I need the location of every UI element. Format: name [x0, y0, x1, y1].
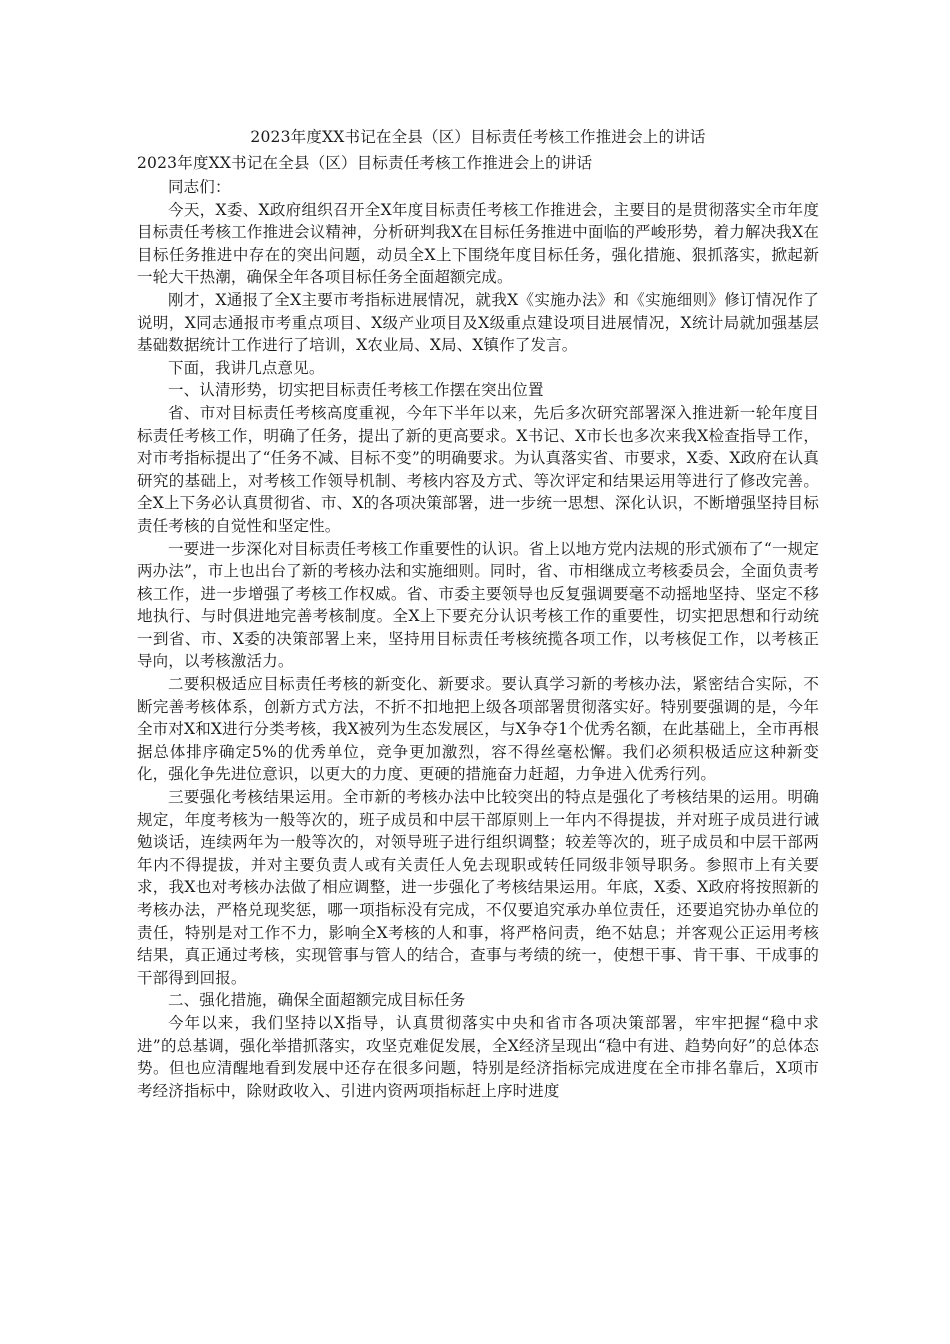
- section-heading-1: 一、认清形势，切实把目标责任考核工作摆在突出位置: [168, 381, 544, 400]
- document-title: 2023年度XX书记在全县（区）目标责任考核工作推进会上的讲话: [137, 154, 593, 172]
- paragraph-point-3: 三要强化考核结果运用。全市新的考核办法中比较突出的特点是强化了考核结果的运用。明确规定，年度考核为一般等次的，班子成员和中层干部原则上一年内不得提拔，并对班子成员进行诫勉谈话，连续两年为一般等次的，对领导班子进行组织调整；较差等次的，班子成员和中层干部两年内不得提拔，并对主要负责人或有关责任人免去现职或转任同级非领导职务。参照市上有关要求，我X也对考核办法做了相应调整，进一步强化了考核结果运用。年底，X委、X政府将按照新的考核办法，严格兑现奖惩，哪一项指标没有完成，不仅要追究承办单位责任，还要追究协办单位的责任，特别是对工作不力，影响全X考核的人和事，将严格问责，绝不姑息；并客观公正运用考核结果，真正通过考核，实现管事与管人的结合，查事与考绩的统一，使想干事、肯干事、干成事的干部得到回报。: [137, 788, 819, 987]
- paragraph-point-1: 一要进一步深化对目标责任考核工作重要性的认识。省上以地方党内法规的形式颁布了“一规定两办法”，市上也出台了新的考核办法和实施细则。同时，省、市相继成立考核委员会，全面负责考核工作，进一步增强了考核工作权威。省、市委主要领导也反复强调要毫不动摇地坚持、坚定不移地执行、与时俱进地完善考核制度。全X上下要充分认识考核工作的重要性，切实把思想和行动统一到省、市、X委的决策部署上来，坚持用目标责任考核统揽各项工作，以考核促工作，以考核正导向，以考核激活力。: [137, 539, 819, 671]
- section-heading-2: 二、强化措施，确保全面超额完成目标任务: [168, 991, 466, 1010]
- paragraph-section2-body: 今年以来，我们坚持以X指导，认真贯彻落实中央和省市各项决策部署，牢牢把握“稳中求进”的总基调，强化举措抓落实，攻坚克难促发展，全X经济呈现出“稳中有进、趋势向好”的总体态势。但也应清醒地看到发展中还存在很多问题，特别是经济指标完成进度在全市排名靠后，X项市考经济指标中，除财政收入、引进内资两项指标赶上序时进度: [137, 1013, 819, 1100]
- paragraph-report: 刚才，X通报了全X主要市考指标进展情况，就我X《实施办法》和《实施细则》修订情况作了说明，X同志通报市考重点项目、X级产业项目及X级重点建设项目进展情况，X统计局就加强基层基础数据统计工作进行了培训，X农业局、X局、X镇作了发言。: [137, 290, 819, 355]
- paragraph-intro: 今天，X委、X政府组织召开全X年度目标责任考核工作推进会，主要目的是贯彻落实全市年度目标责任考核工作推进会议精神，分析研判我X在目标任务推进中面临的严峻形势，着力解决我X在目标任务推进中存在的突出问题，动员全X上下围绕年度目标任务，强化措施、狠抓落实，掀起新一轮大干热潮，确保全年各项目标任务全面超额完成。: [137, 200, 819, 287]
- paragraph-section1-body: 省、市对目标责任考核高度重视，今年下半年以来，先后多次研究部署深入推进新一轮年度目标责任考核工作，明确了任务，提出了新的更高要求。X书记、X市长也多次来我X检查指导工作，对市考指标提出了“任务不减、目标不变”的明确要求。为认真落实省、市要求，X委、X政府在认真研究的基础上，对考核工作领导机制、考核内容及方式、等次评定和结果运用等进行了修改完善。全X上下务必认真贯彻省、市、X的各项决策部署，进一步统一思想、深化认识，不断增强坚持目标责任考核的自觉性和坚定性。: [137, 403, 819, 535]
- paragraph-point-2: 二要积极适应目标责任考核的新变化、新要求。要认真学习新的考核办法，紧密结合实际，不断完善考核体系，创新方式方法，不折不扣地把上级各项部署贯彻落实好。特别要强调的是，今年全市对X和X进行分类考核，我X被列为生态发展区，与X争夺1个优秀名额，在此基础上，全市再根据总体排序确定5%的优秀单位，竞争更加激烈，容不得丝毫松懈。我们必须积极适应这种新变化，强化争先进位意识，以更大的力度、更硬的措施奋力赶超，力争进入优秀行列。: [137, 675, 819, 784]
- paragraph-transition: 下面，我讲几点意见。: [168, 358, 325, 377]
- salutation: 同志们：: [168, 178, 231, 196]
- document-page: [137, 124, 819, 1102]
- document-title-centered: 2023年度XX书记在全县（区）目标责任考核工作推进会上的讲话: [250, 128, 706, 146]
